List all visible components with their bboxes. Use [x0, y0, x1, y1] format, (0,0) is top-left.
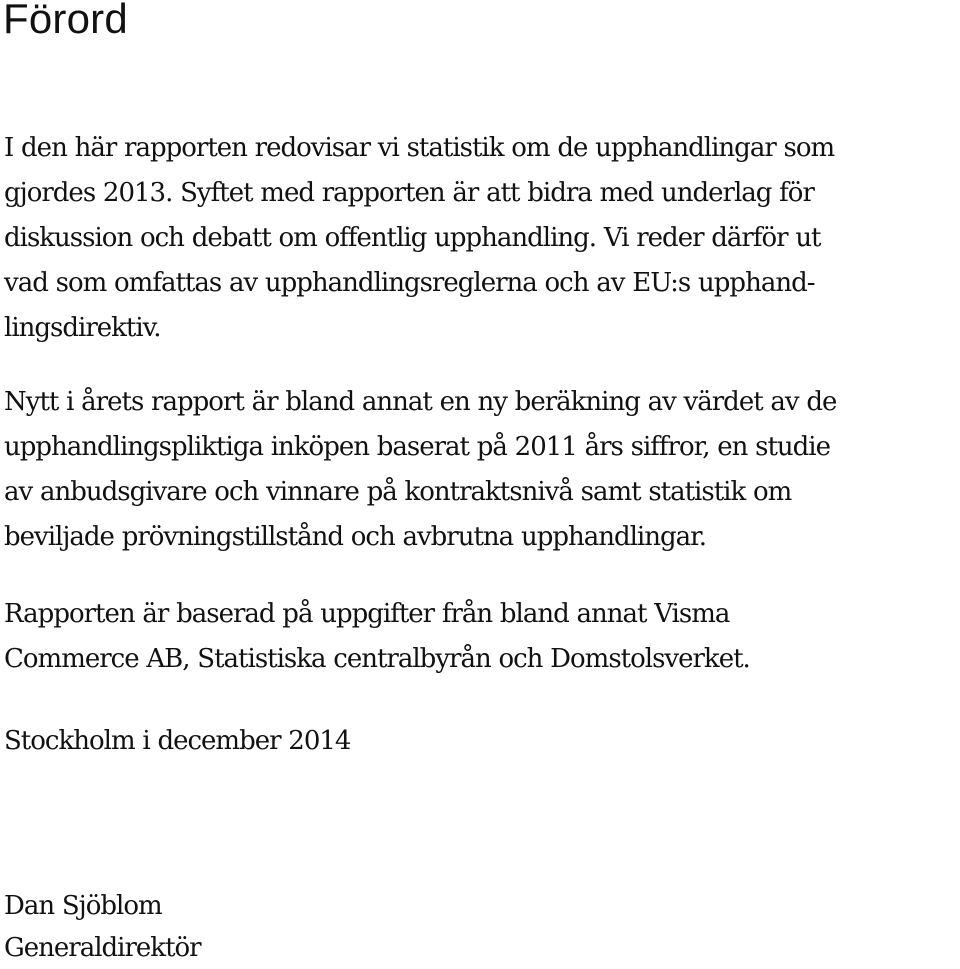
paragraph-line: av anbudsgivare och vinnare på kontraktsnivå samt statistik om [4, 477, 792, 507]
paragraph-line: diskussion och debatt om offentlig upphandling. Vi reder därför ut [4, 223, 821, 253]
signature-role: Generaldirektör [4, 933, 201, 963]
paragraph-line: gjordes 2013. Syftet med rapporten är att bidra med underlag för [4, 178, 814, 208]
paragraph-line: Nytt i årets rapport är bland annat en ny beräkning av värdet av de [4, 387, 837, 417]
paragraph-line: Commerce AB, Statistiska centralbyrån och Domstolsverket. [4, 644, 750, 674]
paragraph-line: beviljade prövningstillstånd och avbrutna upphandlingar. [4, 522, 706, 552]
signature-block [4, 885, 960, 969]
paragraph-sources [4, 592, 960, 682]
paragraph-news [4, 380, 960, 560]
page-title: Förord [3, 0, 128, 42]
place-and-date: Stockholm i december 2014 [4, 726, 351, 756]
paragraph-intro [4, 126, 960, 351]
paragraph-line: I den här rapporten redovisar vi statistik om de upphandlingar som [4, 133, 835, 163]
paragraph-line: upphandlingspliktiga inköpen baserat på 2011 års siffror, en studie [4, 432, 831, 462]
paragraph-line: lingsdirektiv. [4, 313, 161, 343]
signature-name: Dan Sjöblom [4, 891, 162, 921]
paragraph-line: vad som omfattas av upphandlingsreglerna och av EU:s upphand- [4, 268, 815, 298]
paragraph-line: Rapporten är baserad på uppgifter från bland annat Visma [4, 599, 730, 629]
